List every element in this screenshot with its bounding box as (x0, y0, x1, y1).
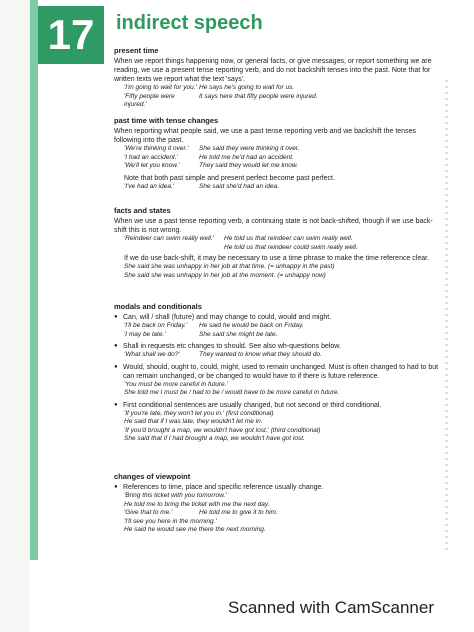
section-past-time (114, 116, 444, 191)
example: She said she was unhappy in her job at the moment. (= unhappy now) (124, 271, 326, 279)
bullet: ● Would, should, ought to, could, might, used to remain unchanged. Must is often changed to had to but can remain unchanged, or be changed to would have to if there is future reference. (114, 363, 444, 381)
example: 'Give that to me.' He told me to give it to him. (124, 509, 278, 516)
example: He said that if I was late, they wouldn't let me in. (124, 418, 263, 425)
example: He told me to bring the ticket with me the next day. (124, 500, 270, 508)
example: 'If you'd brought a map, we wouldn't have got lost.' (third conditional) (124, 426, 321, 434)
bullet: ● Shall in requests etc changes to should. See also wh-questions below. (114, 342, 444, 351)
example: 'Reindeer can swim really well.' He told us that reindeer can swim really well. (124, 235, 353, 242)
section-heading: facts and states (114, 206, 171, 215)
example: 'I'll be back on Friday.' He said he would be back on Friday. (124, 322, 304, 329)
example: 'What shall we do?' They wanted to know what they should do. (124, 351, 322, 358)
scan-watermark: Scanned with CamScanner (228, 598, 435, 617)
example: 'I'm going to wait for you.' He says he's going to wait for us. (124, 84, 295, 91)
section-heading: present time (114, 46, 159, 55)
chapter-title: indirect speech (116, 12, 263, 34)
example: 'I've had an idea.' She said she'd had an idea. (124, 182, 280, 190)
example: 'I may be late.' She said she might be late. (124, 330, 278, 338)
example: 'I'll see you here in the morning.' (124, 517, 217, 525)
section-heading: changes of viewpoint (114, 472, 191, 481)
section-text: When reporting what people said, we use a past tense reporting verb and we backshift the tenses following into the past. (114, 128, 416, 144)
example: 'Bring this ticket with you tomorrow.' (124, 492, 227, 499)
example: He said he would see me there the next morning. (124, 526, 266, 533)
bullet: ● First conditional sentences are usually changed, but not second or third conditional. (114, 401, 444, 410)
section-facts-states (114, 206, 444, 280)
note: Note that both past simple and present perfect become past perfect. (124, 174, 335, 182)
section-viewpoint (114, 472, 444, 535)
section-heading: modals and conditionals (114, 302, 202, 311)
example: She said that if I had brought a map, we wouldn't have got lost. (124, 435, 305, 442)
chapter-color-bar (30, 0, 38, 560)
section-modals (114, 302, 444, 444)
scan-edge (445, 80, 448, 550)
section-text: When we report things happening now, or general facts, or give messages, or report something we are reading, we use a present tense reporting verb, and do not backshift tenses into the past. Note that for written texts we report what the text 'says'. (114, 58, 432, 83)
example: 'If you're late, they won't let you in.' (first conditional) (124, 409, 274, 417)
example: 'Fifty people were injured.' It says here that fifty people were injured. (124, 92, 318, 108)
example: 'I had an accident.' He told me he'd had an accident. (124, 153, 294, 161)
example: She told me I must be / had to be / would have to be more careful in future. (124, 389, 340, 396)
bullet: ● References to time, place and specific reference usually change. (114, 483, 444, 492)
section-text: If we do use back-shift, it may be necessary to use a time phrase to make the time reference clear. (124, 255, 430, 262)
example: She said she was unhappy in her job at that time. (= unhappy in the past) (124, 263, 335, 270)
chapter-number: 17 (38, 6, 104, 64)
example: 'We're thinking it over.' She said they were thinking it over. (124, 145, 300, 152)
section-present-time (114, 46, 444, 110)
bullet: ● Can, will / shall (future) and may change to could, would and might. (114, 313, 444, 322)
example: 'We'll let you know.' They said they would let me know. (124, 162, 298, 169)
section-heading: past time with tense changes (114, 116, 219, 125)
example: 'You must be more careful in future.' (124, 380, 228, 388)
example: He told us that reindeer could swim really well. (224, 243, 358, 251)
section-text: When we use a past tense reporting verb, a continuing state is not back-shifted, though if we use back-shift this is not wrong. (114, 218, 433, 234)
